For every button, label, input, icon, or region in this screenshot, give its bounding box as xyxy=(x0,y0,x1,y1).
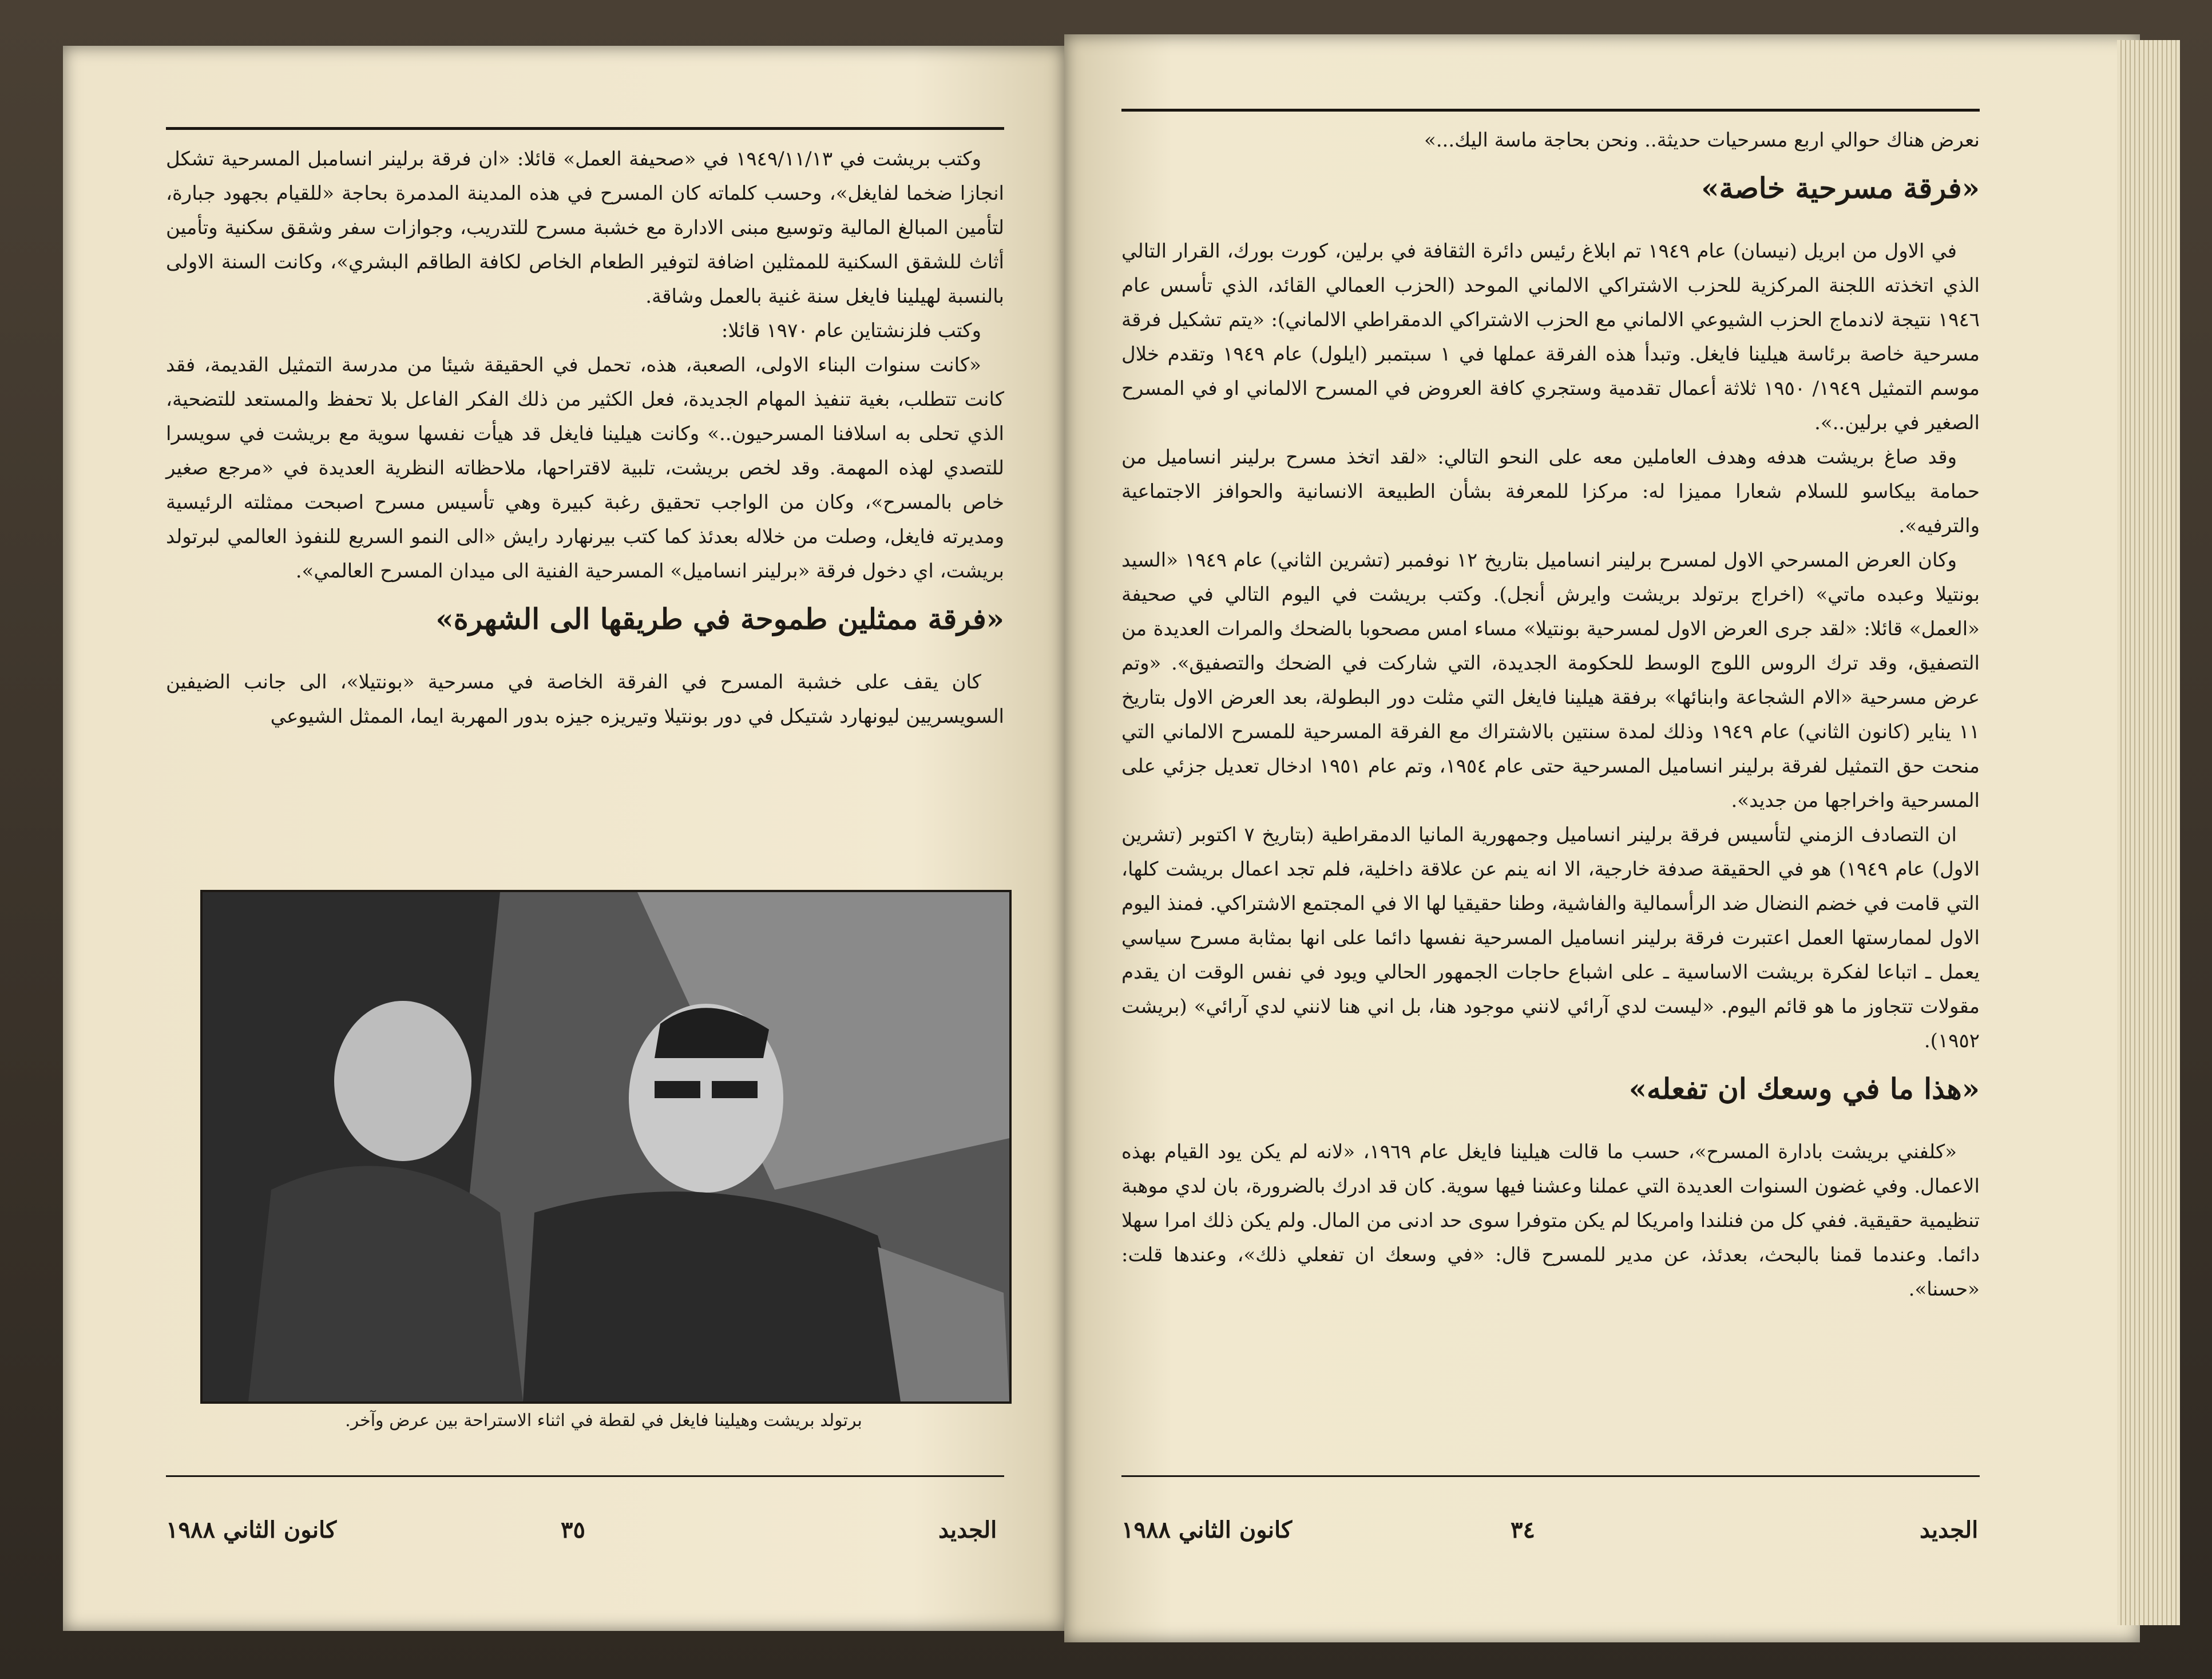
left-paragraph: «كانت سنوات البناء الاولى، الصعبة، هذه، تحمل في الحقيقة شيئا من مدرسة التمثيل القديمة، فقد كانت تتطلب، بغية تنفيذ المهام الجديدة، فعل الكثير من ذلك الفكر الفاعل بلا تحفظ والمستعد للتضحية، الذي تحلى به اسلافنا المسرحيون..» وكانت هيلينا فايغل قد هيأت نفسها سوية مع بريشت في سويسرا للتصدي لهذه المهمة. وقد لخص بريشت، تلبية لاقتراحها، ملاحظاته النظرية العديدة في «مرجع صغير خاص بالمسرح»، وكان من الواجب تحقيق رغبة كبيرة وهي تأسيس مسرح اصبحت ممثلته الرئيسية ومديرته فايغل، وصلت من خلاله بعدئذ كما كتب بيرنهارد رايش «الى النمو السريع للنفوذ العالمي لبرتولد بريشت، اي دخول فرقة «برلينر انساميل» المسرحية الفنية الى ميدان المسرح العالمي». xyxy=(166,354,1004,583)
right-column-text xyxy=(1121,123,1980,1306)
right-footer-journal: الجديد xyxy=(1920,1516,1979,1543)
photo-brecht-weigel xyxy=(200,890,1012,1404)
left-footer-journal: الجديد xyxy=(938,1516,997,1543)
right-footer-page-number: ٣٤ xyxy=(1511,1516,1535,1543)
left-footer-date: كانون الثاني ١٩٨٨ xyxy=(166,1516,337,1543)
left-paragraph: وكتب بريشت في ١٩٤٩/١١/١٣ في «صحيفة العمل» قائلا: «ان فرقة برلينر انسامبل المسرحية تشكل انجازا ضخما لفايغل»، وحسب كلماته كان المسرح في هذه المدينة المدمرة بحاجة «للقيام بجهود جبارة، لتأمين المبالغ المالية وتوسيع مبنى الادارة مع خشبة مسرح للتدريب، وجوازات سفر وشقق سكنية وتأمين أثاث للشقق السكنية للممثلين اضافة لتوفير الطعام الخاص لكافة الطاقم البشري»، وكانت السنة الاولى بالنسبة لهيلينا فايغل سنة غنية بالعمل وشاقة. xyxy=(166,148,1005,308)
left-paragraph: كان يقف على خشبة المسرح في الفرقة الخاصة في مسرحية «بونتيلا»، الى جانب الضيفين السويسريين ليونهارد شتيكل في دور بونتيلا وتيريزه جيزه بدور المهربة ايما، الممثل الشيوعي xyxy=(166,671,1004,728)
right-top-rule xyxy=(1121,109,1980,112)
right-paragraph: ان التصادف الزمني لتأسيس فرقة برلينر انساميل وجمهورية المانيا الدمقراطية (بتاريخ ٧ اكتوبر (تشرين الاول) عام ١٩٤٩) هو في الحقيقة صدفة خارجية، الا انه ينم عن علاقة داخلية، فلم تجد اعمال بريشت كلها، التي قامت في خضم النضال ضد الرأسمالية والفاشية، وطنا حقيقيا لها الا في المجتمع الاشتراكي. فمنذ اليوم الاول لممارستها العمل اعتبرت فرقة برلينر انساميل المسرحية نفسها دائما على انها بمثابة مسرح سياسي يعمل ـ اتباعا لفكرة بريشت الاساسية ـ على اشباع حاجات الجمهور الحالي ويود في نفس الوقت ان يقدم مقولات تتجاوز ما هو قائم اليوم. «ليست لدي آرائي لانني موجود هنا، بل اني هنا لانني لدي آرائي» (بريشت ١٩٥٢). xyxy=(1121,823,1980,1052)
right-footer-date: كانون الثاني ١٩٨٨ xyxy=(1121,1516,1293,1543)
left-footer-page-number: ٣٥ xyxy=(561,1516,585,1543)
page-edges xyxy=(2117,40,2180,1625)
left-column-text xyxy=(166,142,1004,734)
right-heading-you-can-do-it: «هذا ما في وسعك ان تفعله» xyxy=(1628,1072,1980,1106)
photo-illustration xyxy=(203,892,1009,1401)
right-bottom-rule xyxy=(1121,1475,1980,1477)
right-heading-special-troupe: «فرقة مسرحية خاصة» xyxy=(1701,171,1980,205)
right-paragraph: في الاول من ابريل (نيسان) عام ١٩٤٩ تم ابلاغ رئيس دائرة الثقافة في برلين، كورت بورك، القرار التالي الذي اتخذته اللجنة المركزية للحزب الاشتراكي الالماني الموحد (الحزب العمالي القائد، الذي تأسس عام ١٩٤٦ نتيجة لاندماج الحزب الشيوعي الالماني مع الحزب الاشتراكي الدمقراطي الالماني): «يتم تشكيل فرقة مسرحية خاصة برئاسة هيلينا فايغل. وتبدأ هذه الفرقة عملها في ١ سبتمبر (ايلول) عام ١٩٤٩ وتقدم خلال موسم التمثيل ١٩٤٩/ ١٩٥٠ ثلاثة أعمال تقدمية وستجري كافة العروض في المسرح الالماني او في المسرح الصغير في برلين..». xyxy=(1121,240,1980,434)
right-paragraph: وقد صاغ بريشت هدفه وهدف العاملين معه على النحو التالي: «لقد اتخذ مسرح برلينر انساميل من حمامة بيكاسو للسلام شعارا مميزا له: مركزا للمعرفة بشأن الطبيعة الانسانية والحوافز الاجتماعية والترفيه». xyxy=(1121,446,1980,537)
left-bottom-rule xyxy=(166,1475,1004,1477)
left-paragraph: وكتب فلزنشتاين عام ١٩٧٠ قائلا: xyxy=(721,319,981,342)
right-paragraph: «كلفني بريشت بادارة المسرح»، حسب ما قالت هيلينا فايغل عام ١٩٦٩، «لانه لم يكن يود القيام بهذه الاعمال. وفي غضون السنوات العديدة التي عملنا وعشنا فيها سوية. كان قد ادرك بالضرورة، بان لدي موهبة تنظيمية حقيقية. ففي كل من فنلندا وامريكا لم يكن متوفرا سوى حد ادنى من المال. ولم يكن ذلك امرا سهلا دائما. وعندما قمنا بالبحث، بعدئذ، عن مدير للمسرح قال: «في وسعك ان تفعلي ذلك»، وعندها قلت: «حسنا». xyxy=(1121,1141,1980,1301)
right-paragraph: وكان العرض المسرحي الاول لمسرح برلينر انساميل بتاريخ ١٢ نوفمبر (تشرين الثاني) عام ١٩٤٩ «السيد بونتيلا وعبده ماتي» (اخراج برتولد بريشت وايرش أنجل). وكتب بريشت في اليوم التالي في صحيفة «العمل» قائلا: «لقد جرى العرض الاول لمسرحية بونتيلا» مساء امس مصحوبا بالضحك والمرات العديدة من التصفيق، وقد ترك الروس اللوج الوسط للحكومة الجديدة، التي شاركت في الضحك والتصفيق». «وتم عرض مسرحية «الام الشجاعة وابنائها» برفقة هيلينا فايغل التي مثلت دور البطولة، بعد العرض الاول بتاريخ ١١ يناير (كانون الثاني) عام ١٩٤٩ وذلك لمدة سنتين بالاشتراك مع الفرقة المسرحية للمسرح الالماني التي منحت حق التمثيل لفرقة برلينر انساميل المسرحية حتى عام ١٩٥٤، وتم عام ١٩٥١ ادخال تعديل جزئي على المسرحية واخراجها من جديد». xyxy=(1121,549,1980,812)
right-intro-line: نعرض هناك حوالي اربع مسرحيات حديثة.. ونحن بحاجة ماسة اليك...» xyxy=(1424,129,1980,152)
left-top-rule xyxy=(166,127,1004,130)
photo-caption: برتولد بريشت وهيلينا فايغل في لقطة في اثناء الاستراحة بين عرض وآخر. xyxy=(345,1411,862,1431)
left-section-heading: «فرقة ممثلين طموحة في طريقها الى الشهرة» xyxy=(435,602,1004,636)
